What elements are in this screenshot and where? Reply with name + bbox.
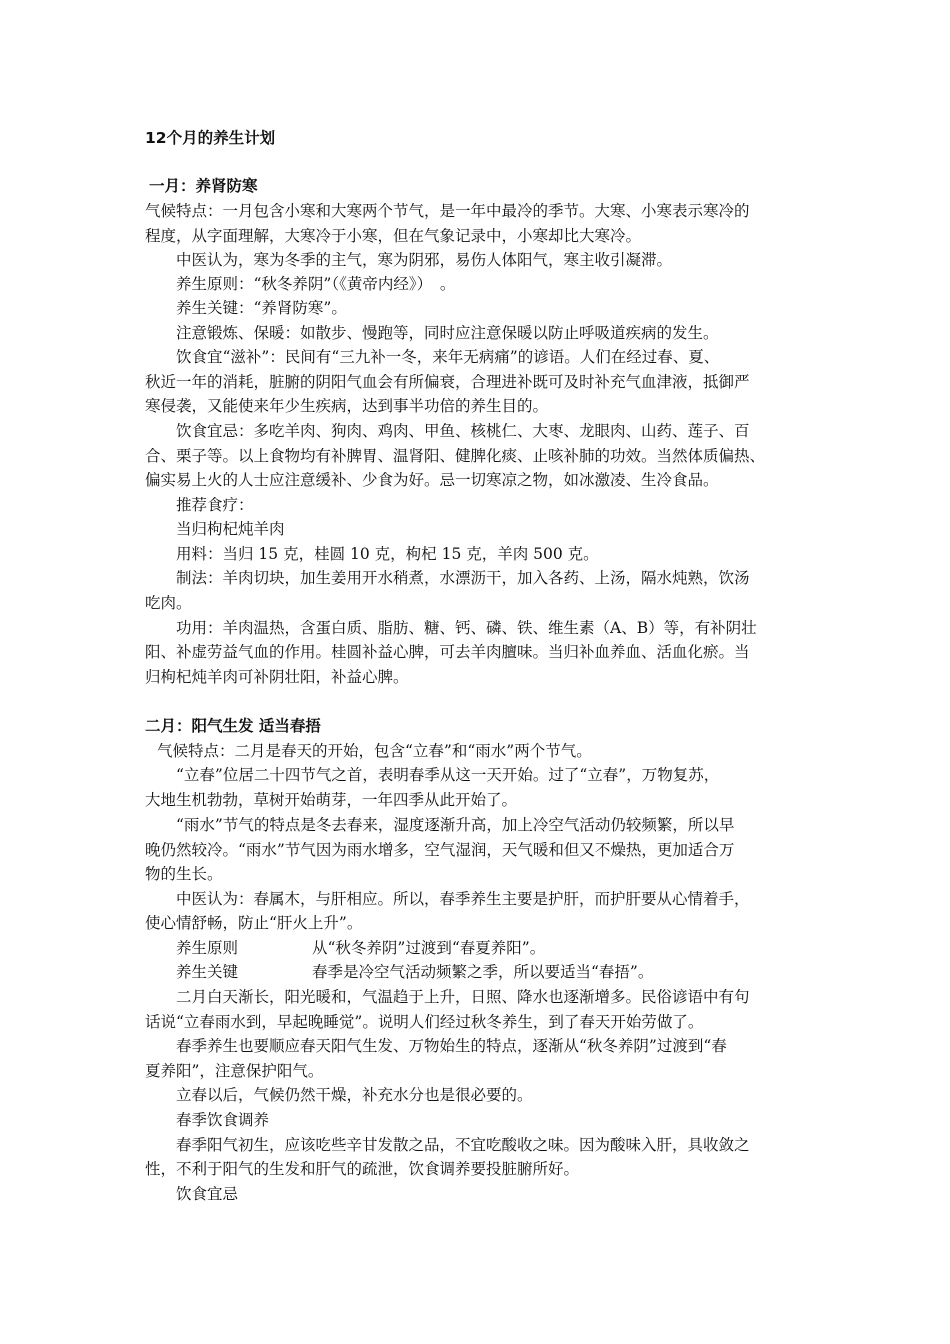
paragraph-line: 寒侵袭，又能使来年少生疾病，达到事半功倍的养生目的。 [145, 397, 549, 415]
paragraph-line: 制法：羊肉切块，加生姜用开水稍煮，水漂沥干，加入各药、上汤，隔水炖熟，饮汤 [176, 569, 750, 587]
paragraph-line: 偏实易上火的人士应注意缓补、少食为好。忌一切寒凉之物，如冰激凌、生冷食品。 [145, 471, 719, 489]
key-line [176, 962, 846, 982]
paragraph-line: 性，不利于阳气的生发和肝气的疏泄，饮食调养要投脏腑所好。 [145, 1160, 580, 1178]
paragraph-line: 中医认为，寒为冬季的主气，寒为阴邪，易伤人体阳气，寒主收引凝滞。 [176, 251, 673, 269]
paragraph-line: 晚仍然较冷。“雨水”节气因为雨水增多，空气湿润，天气暖和但又不燥热，更加适合万 [145, 841, 735, 859]
section-heading-february: 二月：阳气生发 适当春捂 [145, 717, 321, 735]
paragraph-line: 气候特点：二月是春天的开始，包含“立春”和“雨水”两个节气。 [157, 742, 592, 760]
paragraph-line: 注意锻炼、保暖：如散步、慢跑等，同时应注意保暖以防止呼吸道疾病的发生。 [176, 324, 719, 342]
paragraph-line: 大地生机勃勃，草树开始萌芽，一年四季从此开始了。 [145, 791, 518, 809]
subheading: 春季饮食调养 [176, 1111, 270, 1129]
paragraph-line: 二月白天渐长，阳光暖和，气温趋于上升，日照、降水也逐渐增多。民俗谚语中有句 [176, 988, 750, 1006]
paragraph-line: 物的生长。 [145, 865, 223, 883]
section-heading-january: 一月：养肾防寒 [149, 177, 258, 195]
paragraph-line: 吃肉。 [145, 594, 192, 612]
key-text: 春季是冷空气活动频繁之季，所以要适当“春捂”。 [312, 963, 654, 981]
paragraph-line: “雨水”节气的特点是冬去春来，湿度逐渐升高，加上冷空气活动仍较频繁，所以早 [176, 816, 735, 834]
paragraph-line: 秋近一年的消耗，脏腑的阴阳气血会有所偏衰，合理进补既可及时补充气血津液，抵御严 [145, 373, 750, 391]
principle-label: 养生原则 [176, 939, 239, 957]
paragraph-line: 气候特点：一月包含小寒和大寒两个节气，是一年中最冷的季节。大寒、小寒表示寒冷的 [145, 202, 750, 220]
paragraph-line: 归枸杞炖羊肉可补阴壮阳，补益心脾。 [145, 668, 409, 686]
paragraph-line: 立春以后，气候仍然干燥，补充水分也是很必要的。 [176, 1086, 533, 1104]
paragraph-line: 春季养生也要顺应春天阳气生发、万物始生的特点，逐渐从“秋冬养阴”过渡到“春 [176, 1037, 727, 1055]
principle-text: 从“秋冬养阴”过渡到“春夏养阳”。 [312, 939, 546, 957]
recipe-name: 当归枸杞炖羊肉 [176, 520, 285, 538]
paragraph-line: 程度，从字面理解，大寒冷于小寒，但在气象记录中，小寒却比大寒冷。 [145, 227, 642, 245]
paragraph-line: “立春”位居二十四节气之首，表明春季从这一天开始。过了“立春”，万物复苏， [176, 766, 720, 784]
subheading: 饮食宜忌 [176, 1185, 239, 1203]
key-label: 养生关键 [176, 963, 239, 981]
paragraph-line: 夏养阳”，注意保护阳气。 [145, 1062, 324, 1080]
document-title: 12个月的养生计划 [145, 129, 276, 147]
paragraph-line: 功用：羊肉温热，含蛋白质、脂肪、糖、钙、磷、铁、维生素（A、B）等，有补阴壮 [176, 619, 757, 637]
paragraph-line: 饮食宜忌：多吃羊肉、狗肉、鸡肉、甲鱼、核桃仁、大枣、龙眼肉、山药、莲子、百 [176, 422, 750, 440]
paragraph-line: 推荐食疗： [176, 496, 254, 514]
paragraph-line: 饮食宜“滋补”：民间有“三九补一冬，来年无病痛”的谚语。人们在经过春、夏、 [176, 348, 720, 366]
paragraph-line: 话说“立春雨水到，早起晚睡觉”。说明人们经过秋冬养生，到了春天开始劳做了。 [145, 1013, 704, 1031]
principle-line [176, 938, 846, 958]
paragraph-line: 中医认为：春属木，与肝相应。所以，春季养生主要是护肝，而护肝要从心情着手， [176, 890, 750, 908]
paragraph-line: 养生原则：“秋冬养阴”（《黄帝内经》） 。 [176, 275, 456, 293]
paragraph-line: 阳、补虚劳益气血的作用。桂圆补益心脾，可去羊肉膻味。当归补血养血、活血化瘀。当 [145, 643, 750, 661]
paragraph-line: 使心情舒畅，防止“肝火上升”。 [145, 914, 363, 932]
paragraph-line: 合、栗子等。以上食物均有补脾胃、温肾阳、健脾化痰、止咳补肺的功效。当然体质偏热、 [145, 447, 766, 465]
paragraph-line: 用料：当归 15 克，桂圆 10 克，枸杞 15 克，羊肉 500 克。 [176, 545, 599, 563]
paragraph-line: 养生关键：“养肾防寒”。 [176, 299, 347, 317]
paragraph-line: 春季阳气初生，应该吃些辛甘发散之品，不宜吃酸收之味。因为酸味入肝，具收敛之 [176, 1136, 750, 1154]
